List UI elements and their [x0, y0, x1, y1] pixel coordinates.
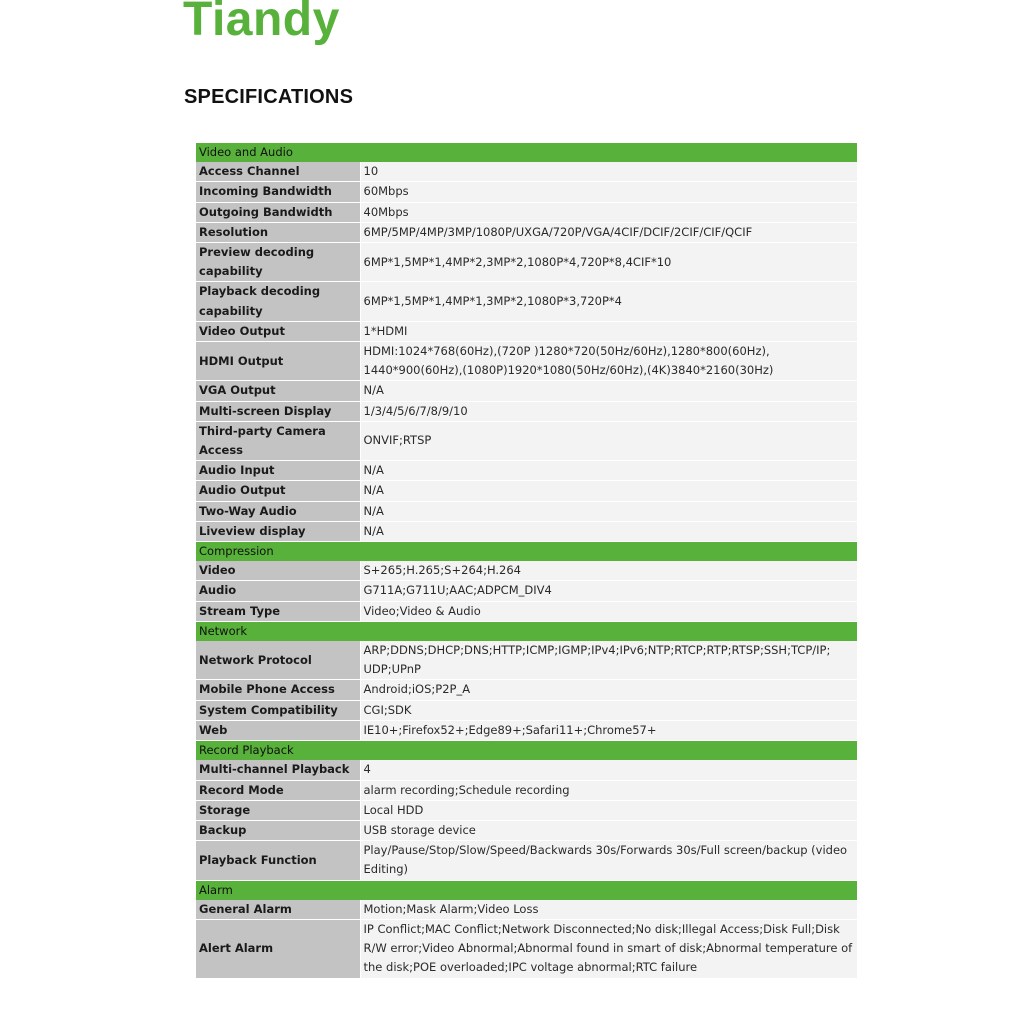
spec-value: IE10+;Firefox52+;Edge89+;Safari11+;Chrome57+	[360, 720, 857, 740]
spec-label: System Compatibility	[196, 700, 360, 720]
spec-value: Local HDD	[360, 800, 857, 820]
table-row	[196, 601, 857, 621]
spec-value: N/A	[360, 461, 857, 481]
spec-label: Outgoing Bandwidth	[196, 202, 360, 222]
specifications-table	[196, 143, 857, 979]
tiandy-logo: Tiandy	[183, 0, 340, 46]
spec-label: Storage	[196, 800, 360, 820]
spec-label: Backup	[196, 820, 360, 840]
table-row	[196, 501, 857, 521]
section-title: Compression	[196, 542, 857, 562]
table-row	[196, 521, 857, 541]
spec-label: Audio	[196, 581, 360, 601]
spec-label: Resolution	[196, 222, 360, 242]
spec-value: Play/Pause/Stop/Slow/Speed/Backwards 30s/Forwards 30s/Full screen/backup (video Editing)	[360, 841, 857, 880]
spec-value: USB storage device	[360, 820, 857, 840]
spec-label: Web	[196, 720, 360, 740]
table-row	[196, 282, 857, 321]
spec-value: N/A	[360, 481, 857, 501]
table-row	[196, 561, 857, 581]
spec-value: Motion;Mask Alarm;Video Loss	[360, 900, 857, 920]
table-row	[196, 841, 857, 880]
table-row	[196, 800, 857, 820]
spec-label: Audio Input	[196, 461, 360, 481]
spec-label: HDMI Output	[196, 342, 360, 381]
spec-value: 10	[360, 162, 857, 182]
spec-value: Android;iOS;P2P_A	[360, 680, 857, 700]
spec-value: N/A	[360, 381, 857, 401]
spec-value: CGI;SDK	[360, 700, 857, 720]
section-title: Video and Audio	[196, 143, 857, 162]
spec-label: VGA Output	[196, 381, 360, 401]
spec-value: 1*HDMI	[360, 321, 857, 341]
spec-label: Multi-screen Display	[196, 401, 360, 421]
table-row	[196, 162, 857, 182]
spec-value: G711A;G711U;AAC;ADPCM_DIV4	[360, 581, 857, 601]
spec-label: Third-party Camera Access	[196, 421, 360, 460]
table-row	[196, 401, 857, 421]
spec-label: Video Output	[196, 321, 360, 341]
section-header	[196, 542, 857, 562]
spec-value: 6MP/5MP/4MP/3MP/1080P/UXGA/720P/VGA/4CIF/DCIF/2CIF/CIF/QCIF	[360, 222, 857, 242]
spec-value: 4	[360, 760, 857, 780]
table-row	[196, 760, 857, 780]
table-row	[196, 381, 857, 401]
spec-value: IP Conflict;MAC Conflict;Network Disconnected;No disk;Illegal Access;Disk Full;Disk R/W error;Video Abnormal;Abnormal found in smart of disk;Abnormal temperature of the disk;POE overloaded;IPC voltage abnormal;RTC failure	[360, 919, 857, 978]
table-row	[196, 720, 857, 740]
spec-value: 40Mbps	[360, 202, 857, 222]
table-row	[196, 243, 857, 282]
table-row	[196, 461, 857, 481]
spec-label: Record Mode	[196, 780, 360, 800]
spec-label: Preview decoding capability	[196, 243, 360, 282]
table-row	[196, 700, 857, 720]
table-row	[196, 581, 857, 601]
section-title: Alarm	[196, 880, 857, 900]
spec-label: Incoming Bandwidth	[196, 182, 360, 202]
spec-label: Multi-channel Playback	[196, 760, 360, 780]
table-row	[196, 641, 857, 680]
section-header	[196, 621, 857, 641]
spec-label: General Alarm	[196, 900, 360, 920]
spec-label: Network Protocol	[196, 641, 360, 680]
section-header	[196, 880, 857, 900]
table-row	[196, 919, 857, 978]
spec-label: Audio Output	[196, 481, 360, 501]
spec-value: 6MP*1,5MP*1,4MP*1,3MP*2,1080P*3,720P*4	[360, 282, 857, 321]
spec-value: Video;Video & Audio	[360, 601, 857, 621]
table-row	[196, 202, 857, 222]
spec-label: Playback decoding capability	[196, 282, 360, 321]
spec-value: ONVIF;RTSP	[360, 421, 857, 460]
spec-value: S+265;H.265;S+264;H.264	[360, 561, 857, 581]
table-row	[196, 321, 857, 341]
spec-value: 60Mbps	[360, 182, 857, 202]
spec-value: ARP;DDNS;DHCP;DNS;HTTP;ICMP;IGMP;IPv4;IPv6;NTP;RTCP;RTP;RTSP;SSH;TCP/IP; UDP;UPnP	[360, 641, 857, 680]
spec-label: Mobile Phone Access	[196, 680, 360, 700]
page-title: SPECIFICATIONS	[184, 86, 354, 108]
table-row	[196, 780, 857, 800]
spec-label: Access Channel	[196, 162, 360, 182]
section-title: Network	[196, 621, 857, 641]
spec-label: Liveview display	[196, 521, 360, 541]
section-header	[196, 143, 857, 162]
section-title: Record Playback	[196, 741, 857, 761]
table-row	[196, 680, 857, 700]
table-row	[196, 421, 857, 460]
spec-label: Playback Function	[196, 841, 360, 880]
spec-value: N/A	[360, 501, 857, 521]
spec-value: N/A	[360, 521, 857, 541]
table-row	[196, 222, 857, 242]
table-row	[196, 900, 857, 920]
spec-label: Video	[196, 561, 360, 581]
table-row	[196, 820, 857, 840]
table-row	[196, 182, 857, 202]
spec-label: Two-Way Audio	[196, 501, 360, 521]
section-header	[196, 741, 857, 761]
table-row	[196, 342, 857, 381]
spec-value: HDMI:1024*768(60Hz),(720P )1280*720(50Hz/60Hz),1280*800(60Hz), 1440*900(60Hz),(1080P)1920*1080(50Hz/60Hz),(4K)3840*2160(30Hz)	[360, 342, 857, 381]
spec-value: 6MP*1,5MP*1,4MP*2,3MP*2,1080P*4,720P*8,4CIF*10	[360, 243, 857, 282]
spec-label: Stream Type	[196, 601, 360, 621]
spec-label: Alert Alarm	[196, 919, 360, 978]
spec-value: alarm recording;Schedule recording	[360, 780, 857, 800]
table-row	[196, 481, 857, 501]
spec-value: 1/3/4/5/6/7/8/9/10	[360, 401, 857, 421]
